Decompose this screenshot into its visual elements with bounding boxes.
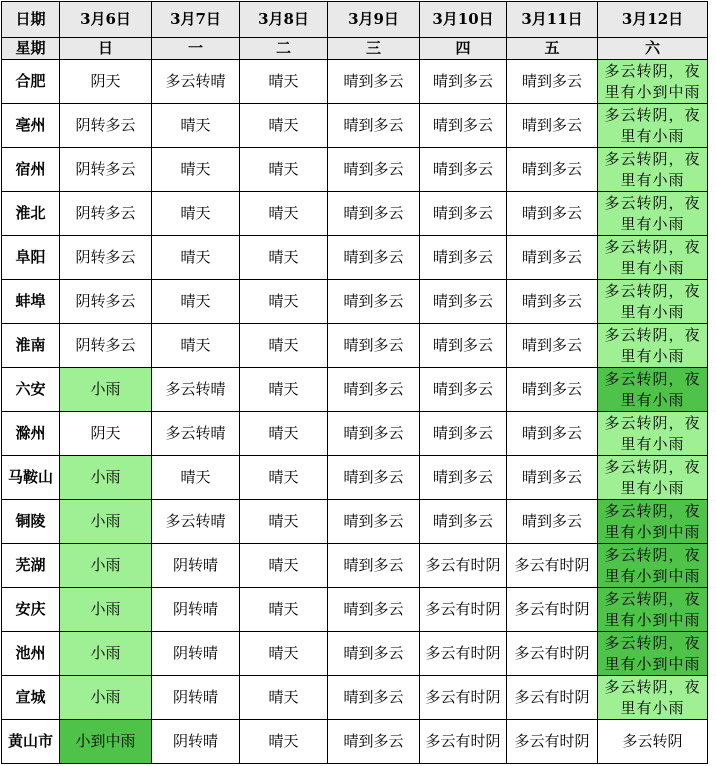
forecast-cell: 晴到多云 (507, 280, 598, 324)
city-name: 宿州 (2, 148, 60, 192)
city-name: 铜陵 (2, 500, 60, 544)
forecast-cell: 阴天 (60, 60, 152, 104)
forecast-cell: 阴转晴 (152, 544, 240, 588)
forecast-cell: 晴到多云 (507, 324, 598, 368)
forecast-cell: 晴天 (152, 324, 240, 368)
forecast-cell: 晴到多云 (328, 236, 420, 280)
forecast-cell: 多云转阴 (598, 720, 708, 764)
forecast-cell: 多云转阴，夜里有小雨 (598, 456, 708, 500)
forecast-cell: 晴天 (240, 192, 328, 236)
forecast-cell: 多云转阴，夜里有小雨 (598, 148, 708, 192)
forecast-cell: 晴天 (240, 236, 328, 280)
forecast-cell: 晴到多云 (328, 280, 420, 324)
city-row (2, 236, 708, 280)
forecast-cell: 多云有时阴 (420, 632, 507, 676)
forecast-cell: 晴到多云 (507, 236, 598, 280)
forecast-cell: 多云转阴，夜里有小到中雨 (598, 60, 708, 104)
weekday-header-row (2, 38, 708, 60)
forecast-cell: 晴到多云 (507, 456, 598, 500)
forecast-cell: 多云转阴，夜里有小到中雨 (598, 632, 708, 676)
forecast-cell: 晴到多云 (420, 324, 507, 368)
city-name: 马鞍山 (2, 456, 60, 500)
city-row (2, 192, 708, 236)
forecast-cell: 多云转阴，夜里有小到中雨 (598, 544, 708, 588)
date-header-cell: 3月10日 (420, 2, 507, 38)
date-header-row (2, 2, 708, 38)
forecast-cell: 多云转阴，夜里有小雨 (598, 412, 708, 456)
forecast-cell: 晴到多云 (328, 720, 420, 764)
forecast-cell: 晴天 (240, 148, 328, 192)
forecast-cell: 晴天 (240, 456, 328, 500)
forecast-cell: 晴到多云 (420, 280, 507, 324)
forecast-cell: 晴到多云 (420, 192, 507, 236)
city-row (2, 324, 708, 368)
forecast-cell: 晴到多云 (420, 236, 507, 280)
date-header-label: 日期 (2, 2, 60, 38)
forecast-cell: 多云转晴 (152, 500, 240, 544)
forecast-cell: 晴到多云 (328, 368, 420, 412)
forecast-cell: 多云转阴，夜里有小雨 (598, 368, 708, 412)
weekday-header-cell: 六 (598, 38, 708, 60)
date-header-cell: 3月11日 (507, 2, 598, 38)
forecast-cell: 晴天 (240, 324, 328, 368)
date-header-cell: 3月6日 (60, 2, 152, 38)
city-name: 安庆 (2, 588, 60, 632)
forecast-cell: 阴转多云 (60, 280, 152, 324)
forecast-cell: 阴转晴 (152, 632, 240, 676)
city-name: 滁州 (2, 412, 60, 456)
forecast-cell: 晴到多云 (328, 544, 420, 588)
forecast-cell: 小雨 (60, 456, 152, 500)
forecast-cell: 晴到多云 (507, 148, 598, 192)
forecast-cell: 阴转多云 (60, 192, 152, 236)
forecast-cell: 小雨 (60, 632, 152, 676)
city-row (2, 148, 708, 192)
city-name: 蚌埠 (2, 280, 60, 324)
forecast-cell: 晴天 (240, 544, 328, 588)
forecast-cell: 多云有时阴 (420, 676, 507, 720)
city-name: 合肥 (2, 60, 60, 104)
forecast-cell: 晴到多云 (328, 632, 420, 676)
forecast-cell: 多云有时阴 (507, 676, 598, 720)
weekday-header-cell: 三 (328, 38, 420, 60)
forecast-cell: 晴到多云 (420, 60, 507, 104)
forecast-cell: 晴到多云 (328, 500, 420, 544)
forecast-cell: 晴天 (240, 632, 328, 676)
city-row (2, 60, 708, 104)
forecast-cell: 多云转阴，夜里有小雨 (598, 676, 708, 720)
forecast-cell: 晴到多云 (328, 412, 420, 456)
forecast-cell: 晴到多云 (507, 500, 598, 544)
forecast-cell: 小雨 (60, 368, 152, 412)
weekday-header-cell: 日 (60, 38, 152, 60)
city-row (2, 104, 708, 148)
weekday-header-cell: 二 (240, 38, 328, 60)
forecast-cell: 晴到多云 (328, 676, 420, 720)
forecast-cell: 晴天 (152, 456, 240, 500)
forecast-cell: 阴转晴 (152, 588, 240, 632)
forecast-cell: 阴转多云 (60, 236, 152, 280)
forecast-cell: 小雨 (60, 544, 152, 588)
forecast-cell: 多云有时阴 (507, 544, 598, 588)
forecast-cell: 晴到多云 (420, 412, 507, 456)
date-header-cell: 3月7日 (152, 2, 240, 38)
city-name: 宣城 (2, 676, 60, 720)
city-name: 芜湖 (2, 544, 60, 588)
city-row (2, 500, 708, 544)
forecast-cell: 多云有时阴 (420, 588, 507, 632)
forecast-cell: 多云有时阴 (420, 544, 507, 588)
weekday-header-cell: 五 (507, 38, 598, 60)
forecast-cell: 晴到多云 (507, 104, 598, 148)
date-header-cell: 3月9日 (328, 2, 420, 38)
weekday-header-label: 星期 (2, 38, 60, 60)
forecast-cell: 晴到多云 (328, 192, 420, 236)
forecast-cell: 多云转阴，夜里有小雨 (598, 192, 708, 236)
city-name: 黄山市 (2, 720, 60, 764)
city-row (2, 632, 708, 676)
forecast-cell: 晴天 (240, 500, 328, 544)
forecast-cell: 小雨 (60, 500, 152, 544)
forecast-cell: 晴到多云 (420, 456, 507, 500)
date-header-cell: 3月8日 (240, 2, 328, 38)
forecast-cell: 阴转多云 (60, 104, 152, 148)
forecast-cell: 晴到多云 (507, 192, 598, 236)
weather-forecast-table (1, 1, 708, 764)
forecast-cell: 多云转阴，夜里有小雨 (598, 104, 708, 148)
forecast-cell: 晴天 (240, 720, 328, 764)
weekday-header-cell: 四 (420, 38, 507, 60)
forecast-cell: 晴天 (152, 192, 240, 236)
forecast-cell: 晴到多云 (328, 104, 420, 148)
forecast-cell: 晴天 (240, 676, 328, 720)
city-name: 淮南 (2, 324, 60, 368)
forecast-cell: 晴到多云 (507, 368, 598, 412)
forecast-cell: 阴转多云 (60, 324, 152, 368)
forecast-cell: 晴到多云 (507, 60, 598, 104)
forecast-cell: 晴到多云 (507, 412, 598, 456)
city-name: 亳州 (2, 104, 60, 148)
forecast-cell: 晴到多云 (328, 588, 420, 632)
forecast-cell: 多云有时阴 (507, 588, 598, 632)
date-header-cell: 3月12日 (598, 2, 708, 38)
city-name: 阜阳 (2, 236, 60, 280)
forecast-cell: 多云有时阴 (507, 632, 598, 676)
forecast-cell: 晴天 (240, 588, 328, 632)
forecast-cell: 晴到多云 (420, 148, 507, 192)
forecast-cell: 多云转阴，夜里有小雨 (598, 324, 708, 368)
city-row (2, 412, 708, 456)
forecast-cell: 多云有时阴 (507, 720, 598, 764)
forecast-cell: 多云转阴，夜里有小到中雨 (598, 588, 708, 632)
city-row (2, 676, 708, 720)
forecast-cell: 晴到多云 (328, 324, 420, 368)
forecast-cell: 晴到多云 (420, 368, 507, 412)
forecast-cell: 多云转阴，夜里有小雨 (598, 280, 708, 324)
forecast-cell: 晴天 (152, 148, 240, 192)
forecast-cell: 阴天 (60, 412, 152, 456)
forecast-cell: 晴天 (152, 104, 240, 148)
forecast-table-body (2, 2, 708, 764)
forecast-cell: 多云转晴 (152, 368, 240, 412)
forecast-cell: 晴到多云 (328, 148, 420, 192)
city-name: 池州 (2, 632, 60, 676)
forecast-cell: 阴转晴 (152, 720, 240, 764)
forecast-cell: 阴转晴 (152, 676, 240, 720)
city-row (2, 456, 708, 500)
forecast-cell: 小到中雨 (60, 720, 152, 764)
forecast-cell: 晴到多云 (328, 60, 420, 104)
city-name: 六安 (2, 368, 60, 412)
forecast-cell: 晴到多云 (328, 456, 420, 500)
forecast-cell: 晴天 (152, 236, 240, 280)
forecast-cell: 晴到多云 (420, 104, 507, 148)
forecast-cell: 晴天 (240, 60, 328, 104)
weekday-header-cell: 一 (152, 38, 240, 60)
city-row (2, 588, 708, 632)
city-name: 淮北 (2, 192, 60, 236)
forecast-cell: 多云转阴，夜里有小到中雨 (598, 500, 708, 544)
forecast-cell: 多云有时阴 (420, 720, 507, 764)
forecast-cell: 多云转阴，夜里有小雨 (598, 236, 708, 280)
forecast-cell: 晴天 (240, 280, 328, 324)
forecast-cell: 晴天 (240, 104, 328, 148)
city-row (2, 544, 708, 588)
forecast-cell: 晴天 (240, 412, 328, 456)
forecast-cell: 多云转晴 (152, 412, 240, 456)
forecast-cell: 小雨 (60, 676, 152, 720)
forecast-cell: 小雨 (60, 588, 152, 632)
forecast-cell: 阴转多云 (60, 148, 152, 192)
forecast-cell: 多云转晴 (152, 60, 240, 104)
forecast-cell: 晴天 (240, 368, 328, 412)
forecast-cell: 晴天 (152, 280, 240, 324)
forecast-cell: 晴到多云 (420, 500, 507, 544)
city-row (2, 720, 708, 764)
city-row (2, 368, 708, 412)
city-row (2, 280, 708, 324)
